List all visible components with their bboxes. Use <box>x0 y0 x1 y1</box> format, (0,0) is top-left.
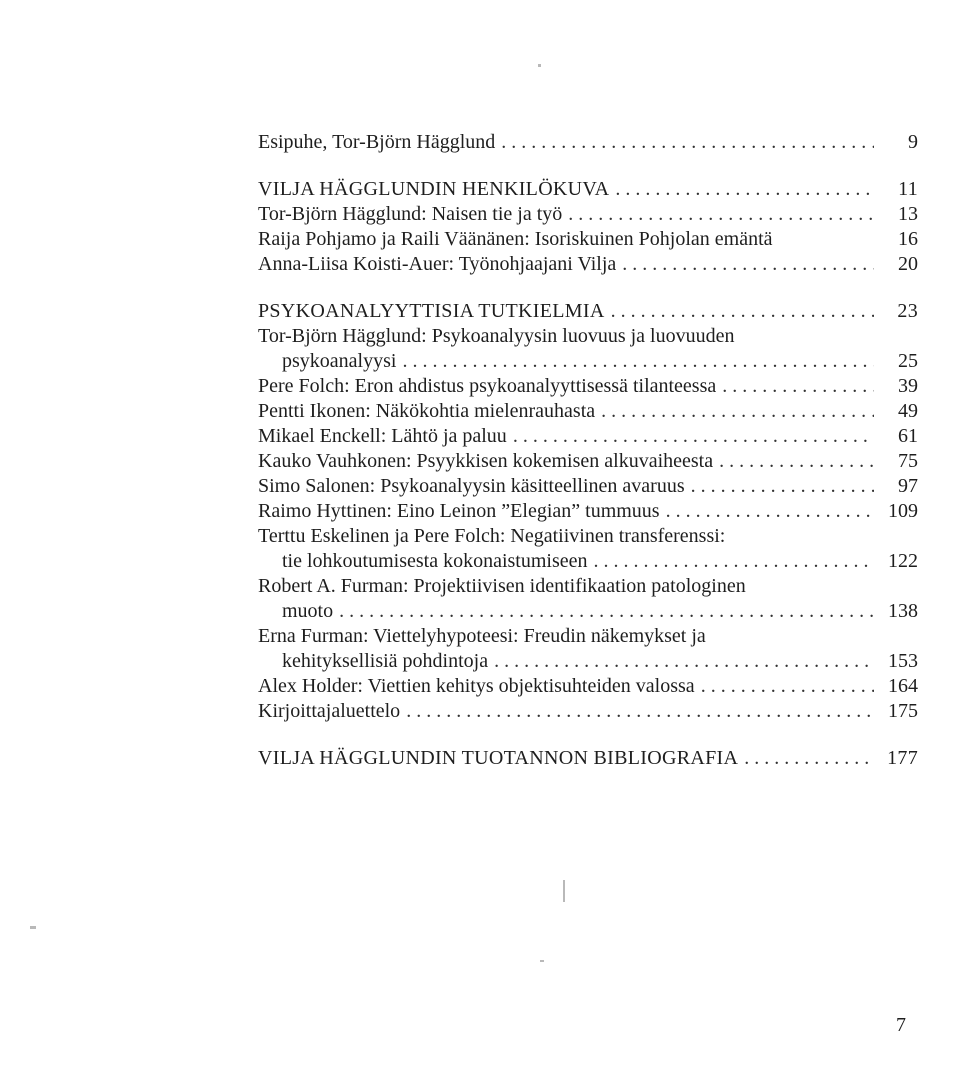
toc-entry-title: VILJA HÄGGLUNDIN HENKILÖKUVA <box>258 178 610 200</box>
dot-leader <box>701 674 874 699</box>
toc-entry-page: 20 <box>898 253 918 275</box>
dot-leader <box>402 349 874 374</box>
toc-section-heading <box>258 299 918 324</box>
dot-leader <box>666 499 874 524</box>
page-number: 7 <box>896 1014 906 1036</box>
toc-group-henkilokuva <box>258 177 918 277</box>
toc-entry-page: 9 <box>908 131 918 153</box>
toc-entry-page: 97 <box>898 475 918 497</box>
dot-leader <box>722 374 874 399</box>
toc-entry-page: 177 <box>887 747 918 769</box>
toc-group-tutkielmia <box>258 299 918 724</box>
dot-leader <box>622 252 874 277</box>
toc-entry-title: PSYKOANALYYTTISIA TUTKIELMIA <box>258 300 605 322</box>
scan-speck <box>30 926 36 929</box>
toc-entry-first-line <box>258 624 918 649</box>
toc-group-preface <box>258 130 918 155</box>
dot-leader <box>406 699 874 724</box>
toc-entry-first-line <box>258 524 918 549</box>
toc-entry-continuation <box>258 599 918 624</box>
toc-entry <box>258 424 918 449</box>
toc-entry-title: Erna Furman: Viettelyhypoteesi: Freudin näkemykset ja <box>258 625 706 647</box>
toc-entry-title: Pere Folch: Eron ahdistus psykoanalyyttisessä tilanteessa <box>258 375 717 397</box>
toc-entry-title: Kirjoittajaluettelo <box>258 700 401 722</box>
toc-section-heading <box>258 177 918 202</box>
toc-entry-title: Kauko Vauhkonen: Psyykkisen kokemisen alkuvaiheesta <box>258 450 714 472</box>
toc-entry-title-cont: tie lohkoutumisesta kokonaistumiseen <box>282 550 588 572</box>
dot-leader <box>568 202 874 227</box>
toc-entry-title: Terttu Eskelinen ja Pere Folch: Negatiivinen transferenssi: <box>258 525 726 547</box>
toc-entry-title: Simo Salonen: Psykoanalyysin käsitteellinen avaruus <box>258 475 685 497</box>
dot-leader <box>611 299 874 324</box>
toc-entry-title: Alex Holder: Viettien kehitys objektisuhteiden valossa <box>258 675 695 697</box>
toc-entry-continuation <box>258 649 918 674</box>
toc-entry <box>258 202 918 227</box>
dot-leader <box>691 474 874 499</box>
toc-section-heading <box>258 746 918 771</box>
toc-entry-title: Tor-Björn Hägglund: Naisen tie ja työ <box>258 203 563 225</box>
toc-entry-page: 39 <box>898 375 918 397</box>
toc-entry-title: Esipuhe, Tor-Björn Hägglund <box>258 131 496 153</box>
toc-entry <box>258 399 918 424</box>
toc-entry-title-cont: kehityksellisiä pohdintoja <box>282 650 489 672</box>
dot-leader <box>719 449 874 474</box>
toc-entry-continuation <box>258 349 918 374</box>
toc-entry <box>258 699 918 724</box>
toc-entry-page: 164 <box>888 675 918 697</box>
toc-entry-title: Raija Pohjamo ja Raili Väänänen: Isoriskuinen Pohjolan emäntä <box>258 228 773 250</box>
toc-entry <box>258 499 918 524</box>
scan-speck <box>538 64 541 67</box>
scan-speck <box>540 960 544 962</box>
dot-leader <box>615 177 874 202</box>
scan-speck <box>563 880 565 902</box>
toc-entry <box>258 449 918 474</box>
toc-entry-first-line <box>258 324 918 349</box>
toc-entry-title: Pentti Ikonen: Näkökohtia mielenrauhasta <box>258 400 596 422</box>
toc-entry-continuation <box>258 549 918 574</box>
toc-entry-page: 16 <box>898 228 918 250</box>
toc-entry-title: Mikael Enckell: Lähtö ja paluu <box>258 425 507 447</box>
toc-entry-page: 25 <box>898 350 918 372</box>
toc-entry <box>258 130 918 155</box>
toc-entry-title: Raimo Hyttinen: Eino Leinon ”Elegian” tummuus <box>258 500 660 522</box>
toc-entry-page: 13 <box>898 203 918 225</box>
dot-leader <box>494 649 874 674</box>
toc-entry-page: 122 <box>888 550 918 572</box>
toc-entry-title-cont: muoto <box>282 600 334 622</box>
toc-entry-page: 11 <box>898 178 918 200</box>
toc-entry-page: 109 <box>888 500 918 522</box>
toc-entry-page: 75 <box>898 450 918 472</box>
dot-leader <box>501 130 874 155</box>
toc-entry <box>258 474 918 499</box>
toc-entry-title: Tor-Björn Hägglund: Psykoanalyysin luovuus ja luovuuden <box>258 325 735 347</box>
toc-entry-page: 23 <box>897 300 918 322</box>
toc-entry-page: 153 <box>888 650 918 672</box>
dot-leader <box>339 599 874 624</box>
toc-entry-title: Robert A. Furman: Projektiivisen identifikaation patologinen <box>258 575 746 597</box>
toc-entry-title: VILJA HÄGGLUNDIN TUOTANNON BIBLIOGRAFIA <box>258 747 739 769</box>
dot-leader <box>744 746 874 771</box>
toc-group-bibliografia <box>258 746 918 771</box>
toc-entry-title-cont: psykoanalyysi <box>282 350 397 372</box>
toc-entry-page: 138 <box>888 600 918 622</box>
toc-entry <box>258 227 918 252</box>
toc-entry-page: 175 <box>888 700 918 722</box>
toc-entry <box>258 252 918 277</box>
toc-entry <box>258 674 918 699</box>
dot-leader <box>594 549 874 574</box>
toc-entry-page: 49 <box>898 400 918 422</box>
dot-leader <box>513 424 874 449</box>
toc-entry-first-line <box>258 574 918 599</box>
toc-entry <box>258 374 918 399</box>
dot-leader <box>601 399 874 424</box>
toc-entry-title: Anna-Liisa Koisti-Auer: Työnohjaajani Vilja <box>258 253 617 275</box>
table-of-contents <box>258 130 918 793</box>
toc-entry-page: 61 <box>898 425 918 447</box>
